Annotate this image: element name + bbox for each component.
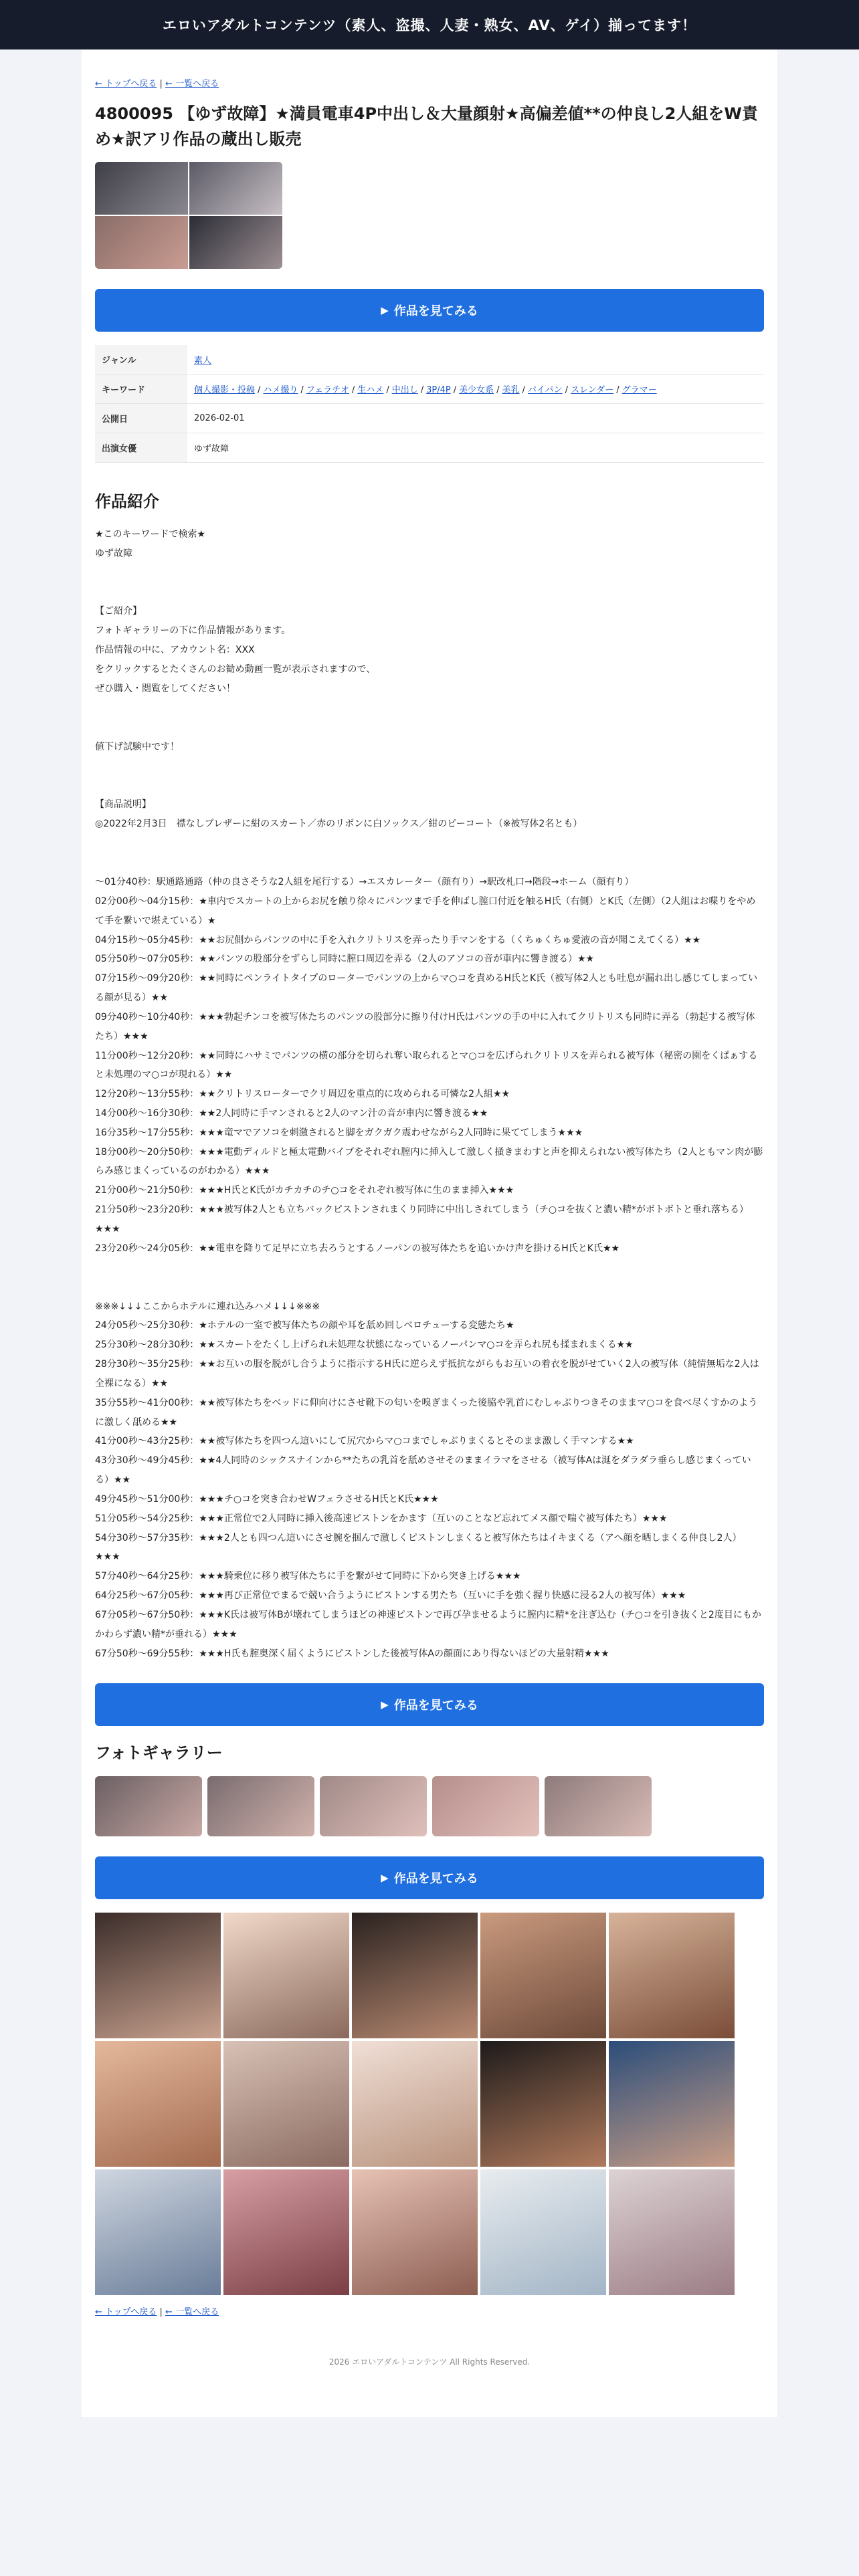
timeline-entry: 07分15秒〜09分20秒：★★同時にペンライトタイプのローターでパンツの上からマ○コを責めるH氏とK氏（被写体2人とも吐息が漏れ出し感じてしまっている顔が見る）★★ — [95, 973, 758, 1004]
timeline-entry: 67分50秒〜69分55秒：★★★H氏も腟奥深く届くようにピストンした後被写体Aの顔面にあり得ないほどの大量射精★★★ — [95, 1648, 609, 1659]
related-item[interactable] — [95, 2041, 221, 2167]
hotel-heading: ※※※↓↓↓ここからホテルに連れ込みハメ↓↓↓※※※ — [95, 1301, 320, 1312]
intro-heading: 作品紹介 — [95, 492, 159, 511]
related-item[interactable] — [480, 2041, 606, 2167]
play-icon: ▶ — [381, 304, 389, 316]
gallery-photo[interactable] — [95, 1776, 202, 1836]
info-key: ジャンル — [95, 345, 187, 374]
timeline-entry: 11分00秒〜12分20秒：★★同時にハサミでパンツの横の部分を切られ奪い取られるとマ○コを広げられクリトリスを弄られる被写体（秘密の園をくぱぁすると未処理のマ○コが現れる）★★ — [95, 1050, 758, 1081]
back-to-top-link[interactable]: ← トップへ戻る — [95, 2307, 157, 2318]
keyword-separator: / — [351, 385, 355, 395]
view-product-button-1[interactable] — [95, 289, 764, 332]
publish-date: 2026-02-01 — [187, 403, 764, 433]
keyword-link[interactable]: パイパン — [527, 385, 563, 395]
keyword-separator: / — [258, 385, 261, 395]
timeline-list — [95, 873, 764, 1259]
related-item[interactable] — [480, 1913, 606, 2038]
timeline-entry: 16分35秒〜17分55秒：★★★竜マでアソコを刺激されると脚をガクガク震わせながら2人同時に果ててしまう★★★ — [95, 1127, 583, 1138]
keyword-separator: / — [386, 385, 389, 395]
desc-line: ◎2022年2月3日 襟なしブレザーに紺のスカート／赤のリボンに白ソックス／紺のピーコート（※被写体2名とも） — [95, 819, 583, 830]
main-container — [82, 49, 777, 2417]
cta-label: 作品を見てみる — [393, 304, 478, 318]
site-title: エロいアダルトコンテンツ（素人、盗撮、人妻・熟女、AV、ゲイ）揃ってます！ — [162, 17, 697, 33]
related-item[interactable] — [352, 1913, 478, 2038]
timeline-entry: 43分30秒〜49分45秒：★★4人同時のシックスナインから**たちの乳首を舐めさせそのままイラマをさせる（被写体Aは涎をダラダラ垂らし感じまくっている）★★ — [95, 1455, 751, 1486]
related-items-grid — [95, 1913, 764, 2295]
intro-p2: フォトギャラリーの下に作品情報があります。 — [95, 625, 291, 637]
sale-note: 値下げ試験中です！ — [95, 741, 179, 752]
info-table — [95, 345, 764, 463]
product-title: 4800095 【ゆず故障】★満員電車4P中出し＆大量顔射★高偏差値**の仲良し2人組をW責め★訳アリ作品の蔵出し販売 — [95, 104, 758, 149]
keyword-separator: / — [496, 385, 500, 395]
thumb-2 — [189, 162, 282, 215]
related-item[interactable] — [223, 2169, 349, 2295]
keyword-separator: / — [522, 385, 525, 395]
product-thumbnail[interactable] — [95, 162, 282, 269]
intro-p4: をクリックするとたくさんのお勧め動画一覧が表示されますので、 — [95, 663, 376, 675]
thumb-3 — [95, 216, 188, 269]
keyword-separator: / — [616, 385, 619, 395]
related-item[interactable] — [609, 2041, 735, 2167]
back-to-list-link[interactable]: ← 一覧へ戻る — [165, 2307, 219, 2318]
thumb-4 — [189, 216, 282, 269]
related-item[interactable] — [352, 2041, 478, 2167]
intro-p1: 【ご紹介】 — [95, 606, 142, 617]
search-line: ★このキーワードで検索★ — [95, 528, 206, 540]
timeline-list-hotel — [95, 1316, 764, 1663]
back-to-top-link[interactable]: ← トップへ戻る — [95, 79, 157, 89]
info-row-genre — [95, 345, 764, 374]
thumb-1 — [95, 162, 188, 215]
keyword-separator: / — [565, 385, 569, 395]
related-item[interactable] — [352, 2169, 478, 2295]
info-key: 公開日 — [95, 403, 187, 433]
breadcrumb-separator: | — [159, 79, 163, 89]
photo-gallery — [95, 1776, 764, 1836]
timeline-entry: 05分50秒〜07分05秒：★★パンツの股部分をずらし同時に膣口周辺を弄る（2人のアソコの音が車内に響き渡る）★★ — [95, 954, 595, 965]
keyword-link[interactable]: グラマー — [622, 385, 657, 395]
timeline-entry: 09分40秒〜10分40秒：★★★勃起チンコを被写体たちのパンツの股部分に擦り付けH氏はパンツの手の中に入れてクリトリスも同時に弄る（勃起する被写体たち）★★★ — [95, 1011, 755, 1042]
related-item[interactable] — [609, 1913, 735, 2038]
timeline-entry: 25分30秒〜28分30秒：★★スカートをたくし上げられ未処理な状態になっているノーパンマ○コを弄られ尻も揉まれまくる★★ — [95, 1339, 634, 1351]
info-key: 出演女優 — [95, 433, 187, 462]
timeline-entry: 41分00秒〜43分25秒：★★被写体たちを四つん這いにして尻穴からマ○コまでしゃぶりまくるとそのまま激しく手マンする★★ — [95, 1436, 634, 1447]
keyword-separator: / — [453, 385, 457, 395]
cta-label: 作品を見てみる — [393, 1699, 478, 1713]
actress-name: ゆず故障 — [187, 433, 764, 462]
keyword-list — [187, 374, 764, 403]
timeline-entry: 18分00秒〜20分50秒：★★★電動ディルドと極太電動バイブをそれぞれ膣内に挿入して激しく掻きまわすと声を抑えられない被写体たち（2人ともマン肉が膨らみ感じまくっているのがわかる）★★★ — [95, 1146, 763, 1177]
timeline-entry: 28分30秒〜35分25秒：★★お互いの服を脱がし合うように指示するH氏に逆らえず抵抗ながらもお互いの着衣を脱がせていく2人の被写体（純情無垢な2人は全裸になる）★★ — [95, 1359, 759, 1389]
info-row-date — [95, 403, 764, 433]
product-description — [95, 525, 764, 1664]
keyword-link[interactable]: スレンダー — [571, 385, 614, 395]
related-item[interactable] — [95, 1913, 221, 2038]
timeline-entry: 64分25秒〜67分05秒：★★★再び正常位でまるで競い合うようにピストンする男たち（互いに手を強く握り快感に浸る2人の被写体）★★★ — [95, 1590, 686, 1602]
gallery-heading: フォトギャラリー — [95, 1743, 223, 1763]
info-key: キーワード — [95, 374, 187, 403]
timeline-entry: 12分20秒〜13分55秒：★★クリトリスローターでクリ周辺を重点的に攻められる可憐な2人組★★ — [95, 1089, 510, 1100]
timeline-entry: 21分50秒〜23分20秒：★★★被写体2人とも立ちバックピストンされまくり同時に中出しされてしまう（チ○コを抜くと濃い精*がボトボトと垂れ落ちる）★★★ — [95, 1204, 749, 1235]
timeline-entry: 67分05秒〜67分50秒：★★★K氏は被写体Bが壊れてしまうほどの神速ピストンで再び孕ませるように膣内に精*を注ぎ込む（チ○コを引き抜くと2度目にもかかわらず濃い精*が垂れる）★★★ — [95, 1609, 761, 1640]
related-item[interactable] — [223, 2041, 349, 2167]
keyword-link[interactable]: 生ハメ — [357, 385, 384, 395]
gallery-photo[interactable] — [320, 1776, 427, 1836]
timeline-entry: 24分05秒〜25分30秒：★ホテルの一室で被写体たちの顔や耳を舐め回しベロチューする変態たち★ — [95, 1320, 514, 1331]
intro-p5: ぜひ購入・閲覧をしてください！ — [95, 683, 235, 694]
cta-label: 作品を見てみる — [393, 1872, 478, 1887]
keyword-link[interactable]: 個人撮影・投稿 — [194, 385, 256, 395]
footer-copyright: 2026 エロいアダルトコンテンツ All Rights Reserved. — [328, 2357, 531, 2367]
timeline-entry: 54分30秒〜57分35秒：★★★2人とも四つん這いにさせ腕を掴んで激しくピストンしまくると被写体たちはイキまくる（アへ顔を晒しまくる仲良し2人）★★★ — [95, 1532, 742, 1563]
timeline-entry: 21分00秒〜21分50秒：★★★H氏とK氏がカチカチのチ○コをそれぞれ被写体に生のまま挿入★★★ — [95, 1185, 514, 1196]
keyword-link[interactable]: 美乳 — [502, 385, 520, 395]
gallery-photo[interactable] — [207, 1776, 314, 1836]
play-icon: ▶ — [381, 1699, 389, 1711]
genre-link[interactable]: 素人 — [194, 355, 212, 366]
view-product-button-3[interactable] — [95, 1856, 764, 1899]
intro-p3: 作品情報の中に、アカウント名：XXX — [95, 645, 255, 656]
info-row-actress — [95, 433, 764, 462]
keyword-link[interactable]: フェラチオ — [306, 385, 349, 395]
keyword-link[interactable]: 3P/4P — [426, 385, 451, 395]
timeline-entry: 51分05秒〜54分25秒：★★★正常位で2人同時に挿入後高速ピストンをかます（互いのことなど忘れてメス顔で喘ぐ被写体たち）★★★ — [95, 1513, 668, 1524]
timeline-entry: 〜01分40秒：駅通路通路（仲の良さそうな2人組を尾行する）→エスカレーター（顔有り）→駅改札口→階段→ホーム（顔有り） — [95, 877, 634, 888]
related-item[interactable] — [223, 1913, 349, 2038]
keyword-separator: / — [420, 385, 424, 395]
timeline-entry: 49分45秒〜51分00秒：★★★チ○コを突き合わせWフェラさせるH氏とK氏★★★ — [95, 1493, 439, 1505]
info-value — [187, 345, 764, 374]
related-item[interactable] — [609, 2169, 735, 2295]
timeline-entry: 02分00秒〜04分15秒：★車内でスカートの上からお尻を触り徐々にパンツまで手を伸ばし膣口付近を触るH氏（右側）とK氏（左側）（2人組はお喋りをやめて手を繋いで堪えている）★ — [95, 895, 756, 926]
keyword-link[interactable]: 美少女系 — [459, 385, 494, 395]
timeline-entry: 57分40秒〜64分25秒：★★★騎乗位に移り被写体たちに手を繋がせて同時に下から突き上げる★★★ — [95, 1571, 521, 1582]
timeline-entry: 35分55秒〜41分00秒：★★被写体たちをベッドに仰向けにさせ靴下の匂いを嗅ぎまくった後脇や乳首にむしゃぶりつきそのままマ○コを食べ尽くすかのように激しく舐める★★ — [95, 1397, 758, 1428]
timeline-entry: 04分15秒〜05分45秒：★★お尻側からパンツの中に手を入れクリトリスを弄ったり手マンをする（くちゅくちゅ愛液の音が聞こえてくる）★★ — [95, 934, 701, 946]
related-item[interactable] — [95, 2169, 221, 2295]
timeline-entry: 14分00秒〜16分30秒：★★2人同時に手マンされると2人のマン汁の音が車内に響き渡る★★ — [95, 1108, 488, 1119]
breadcrumb-bottom — [95, 2304, 764, 2317]
related-item[interactable] — [480, 2169, 606, 2295]
breadcrumb-top — [95, 76, 764, 89]
view-product-button-2[interactable] — [95, 1683, 764, 1726]
timeline-entry: 23分20秒〜24分05秒：★★電車を降りて足早に立ち去ろうとするノーパンの被写体たちを追いかけ声を掛けるH氏とK氏★★ — [95, 1243, 620, 1254]
back-to-list-link[interactable]: ← 一覧へ戻る — [165, 79, 219, 89]
keyword-link[interactable]: ハメ撮り — [263, 385, 298, 395]
play-icon: ▶ — [381, 1872, 389, 1885]
gallery-photo[interactable] — [545, 1776, 652, 1836]
keyword-link[interactable]: 中出し — [391, 385, 418, 395]
site-header — [0, 0, 859, 49]
gallery-photo[interactable] — [432, 1776, 539, 1836]
search-term: ゆず故障 — [95, 548, 132, 559]
info-row-keywords — [95, 374, 764, 403]
desc-head: 【商品説明】 — [95, 799, 151, 811]
keyword-separator: / — [300, 385, 304, 395]
breadcrumb-separator: | — [159, 2307, 163, 2318]
